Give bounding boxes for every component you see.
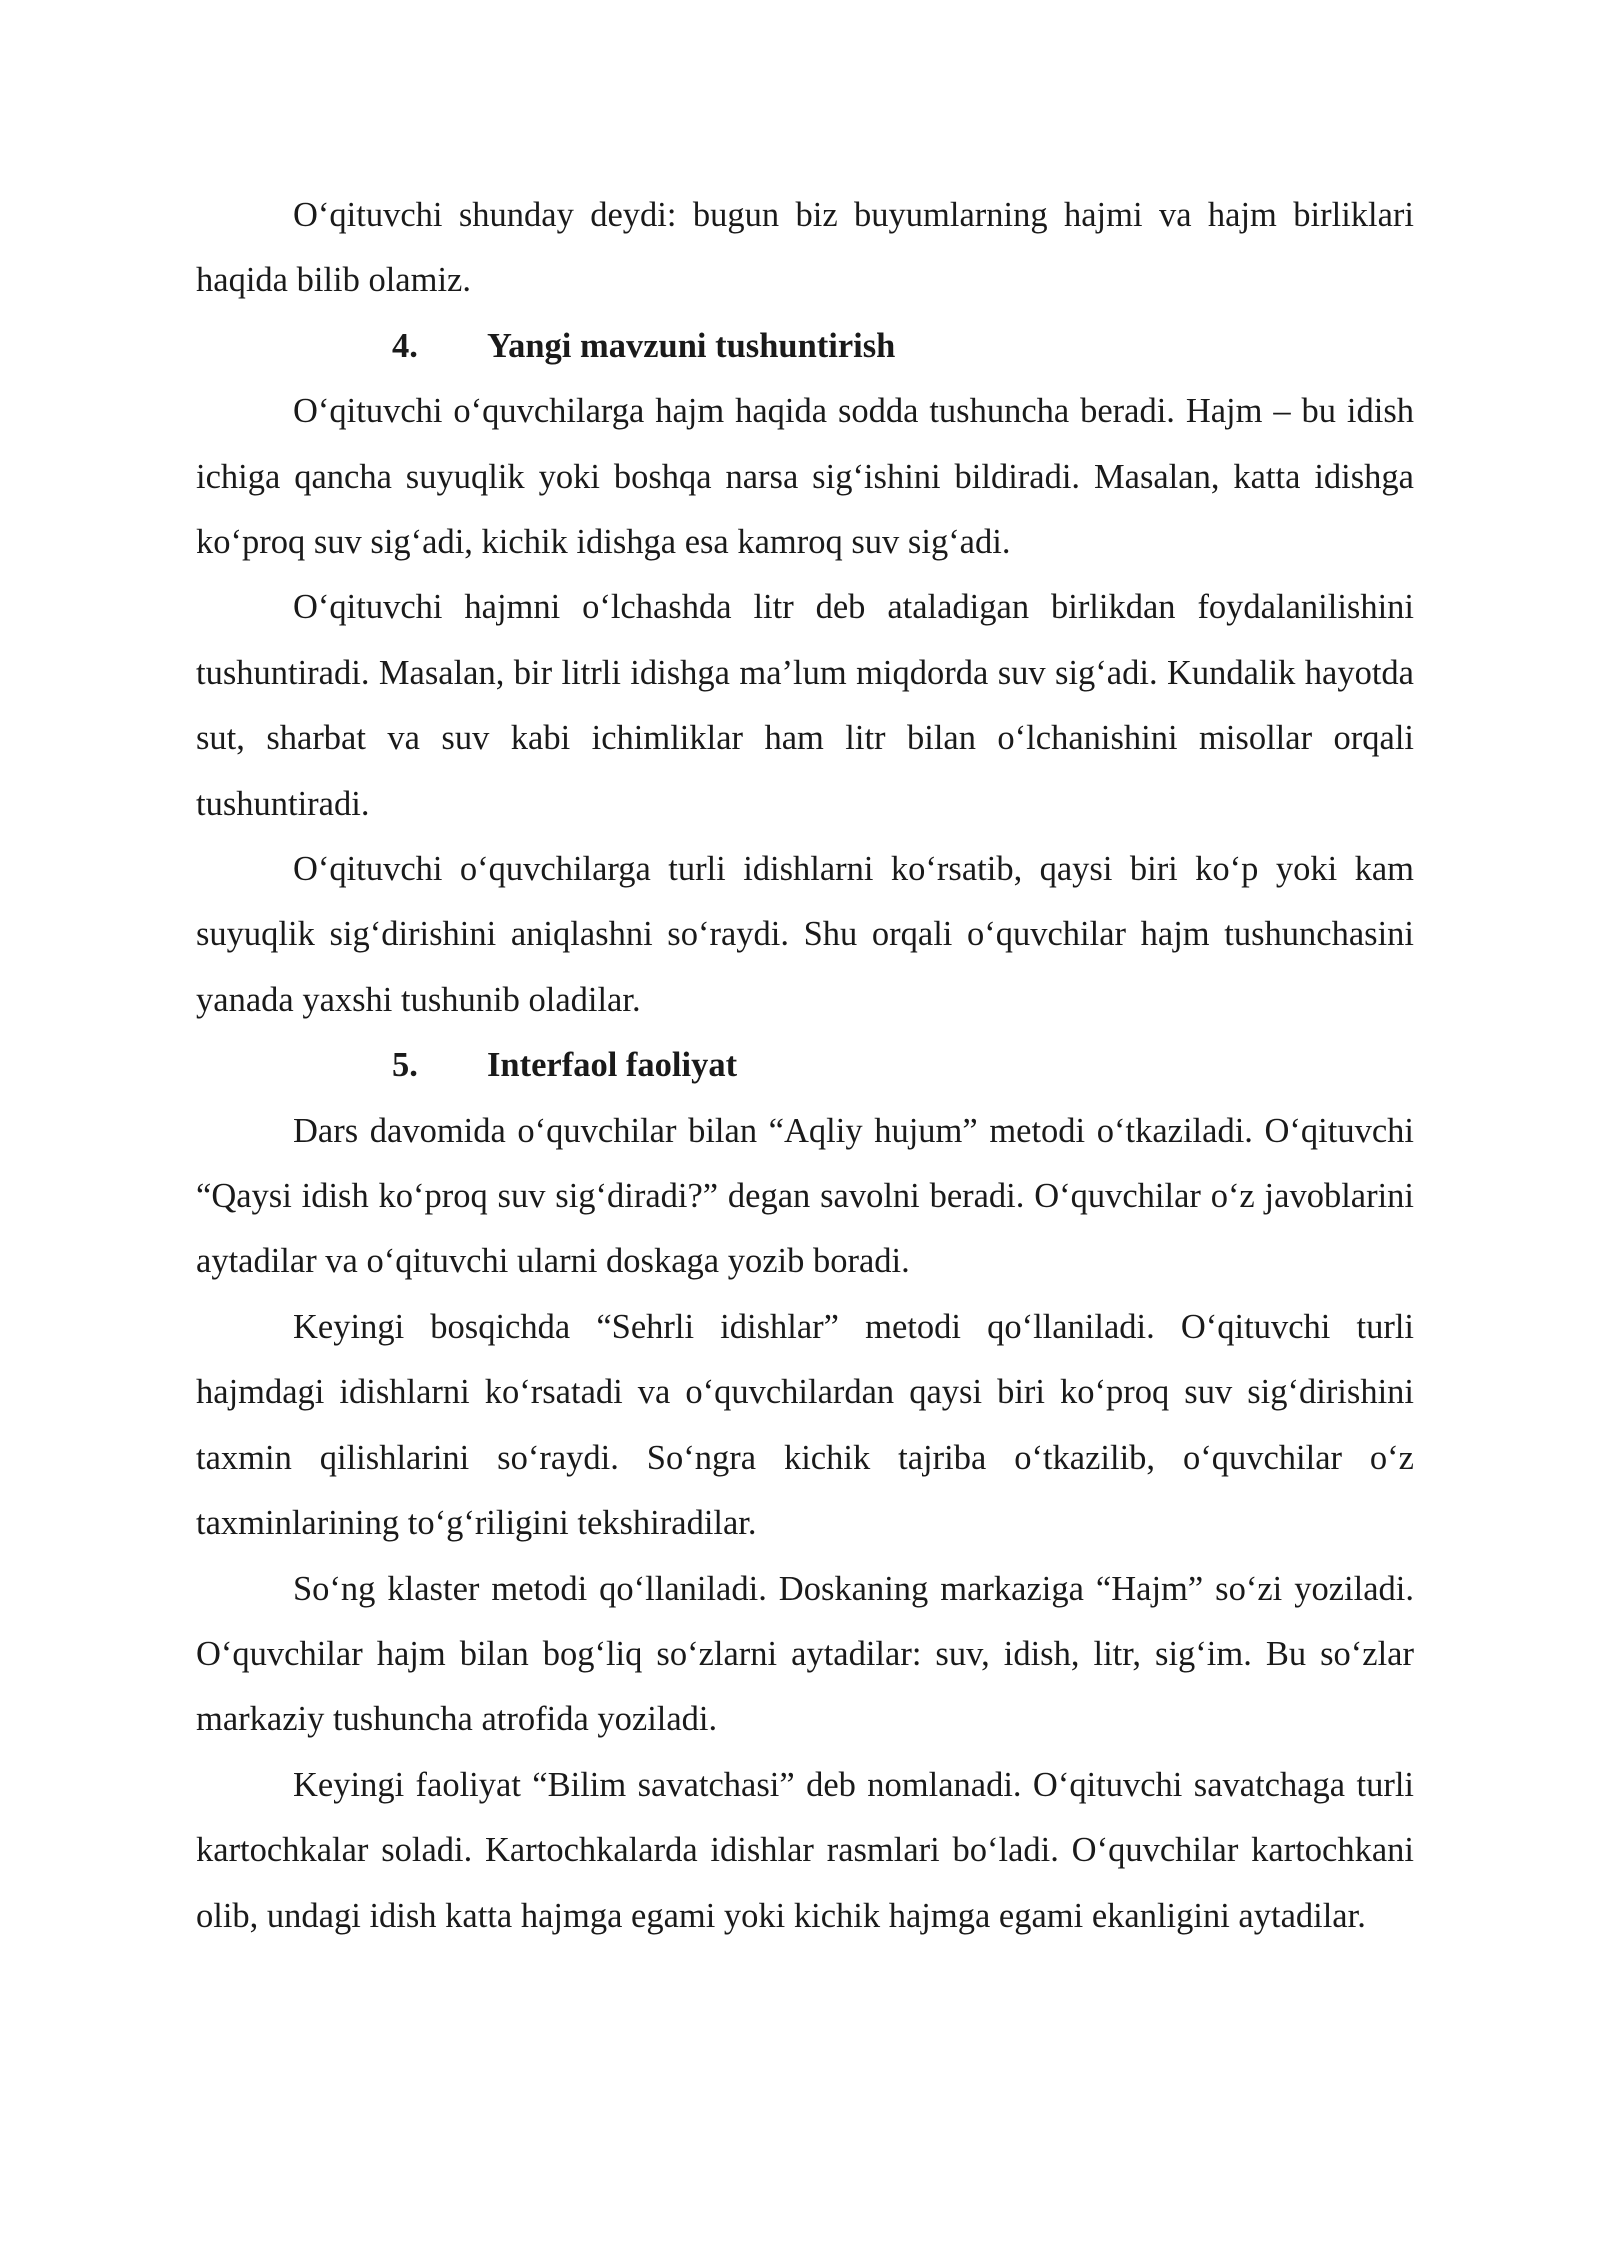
paragraph: Keyingi bosqichda “Sehrli idishlar” metodi qo‘llaniladi. O‘qituvchi turli hajmdagi idishlarni ko‘rsatadi va o‘quvchilardan qaysi biri ko‘proq suv sig‘dirishini taxmin qilishlarini so‘raydi. So‘ngra kichik tajriba o‘tkazilib, o‘quvchilar o‘z taxminlarining to‘g‘riligini tekshiradilar. xyxy=(196,1307,1414,1543)
section-heading-4 xyxy=(196,314,1414,379)
paragraph: O‘qituvchi hajmni o‘lchashda litr deb ataladigan birlikdan foydalanilishini tushuntiradi. Masalan, bir litrli idishga ma’lum miqdorda suv sig‘adi. Kundalik hayotda sut, sharbat va suv kabi ichimliklar ham litr bilan o‘lchanishini misollar orqali tushuntiradi. xyxy=(196,588,1414,823)
paragraph-intro: O‘qituvchi shunday deydi: bugun biz buyumlarning hajmi va hajm birliklari haqida bilib olamiz. xyxy=(196,196,1414,300)
section-heading-5 xyxy=(196,1033,1414,1098)
section-title: Interfaol faoliyat xyxy=(487,1046,738,1085)
document-page xyxy=(196,183,1414,1949)
paragraph: So‘ng klaster metodi qo‘llaniladi. Doskaning markaziga “Hajm” so‘zi yoziladi. O‘quvchilar hajm bilan bog‘liq so‘zlarni aytadilar: suv, idish, litr, sig‘im. Bu so‘zlar markaziy tushuncha atrofida yoziladi. xyxy=(196,1569,1414,1739)
section-number: 5. xyxy=(392,1046,418,1085)
paragraph: O‘qituvchi o‘quvchilarga turli idishlarni ko‘rsatib, qaysi biri ko‘p yoki kam suyuqlik sig‘dirishini aniqlashni so‘raydi. Shu orqali o‘quvchilar hajm tushunchasini yanada yaxshi tushunib oladilar. xyxy=(196,850,1414,1019)
paragraph: Keyingi faoliyat “Bilim savatchasi” deb nomlanadi. O‘qituvchi savatchaga turli kartochkalar soladi. Kartochkalarda idishlar rasmlari bo‘ladi. O‘quvchilar kartochkani olib, undagi idish katta hajmga egami yoki kichik hajmga egami ekanligini aytadilar. xyxy=(196,1765,1414,1935)
section-title: Yangi mavzuni tushuntirish xyxy=(487,326,896,365)
section-number: 4. xyxy=(392,326,418,365)
paragraph: Dars davomida o‘quvchilar bilan “Aqliy hujum” metodi o‘tkaziladi. O‘qituvchi “Qaysi idish ko‘proq suv sig‘diradi?” degan savolni beradi. O‘quvchilar o‘z javoblarini aytadilar va o‘qituvchi ularni doskaga yozib boradi. xyxy=(196,1111,1414,1281)
paragraph: O‘qituvchi o‘quvchilarga hajm haqida sodda tushuncha beradi. Hajm – bu idish ichiga qancha suyuqlik yoki boshqa narsa sig‘ishini bildiradi. Masalan, katta idishga ko‘proq suv sig‘adi, kichik idishga esa kamroq suv sig‘adi. xyxy=(196,392,1414,562)
